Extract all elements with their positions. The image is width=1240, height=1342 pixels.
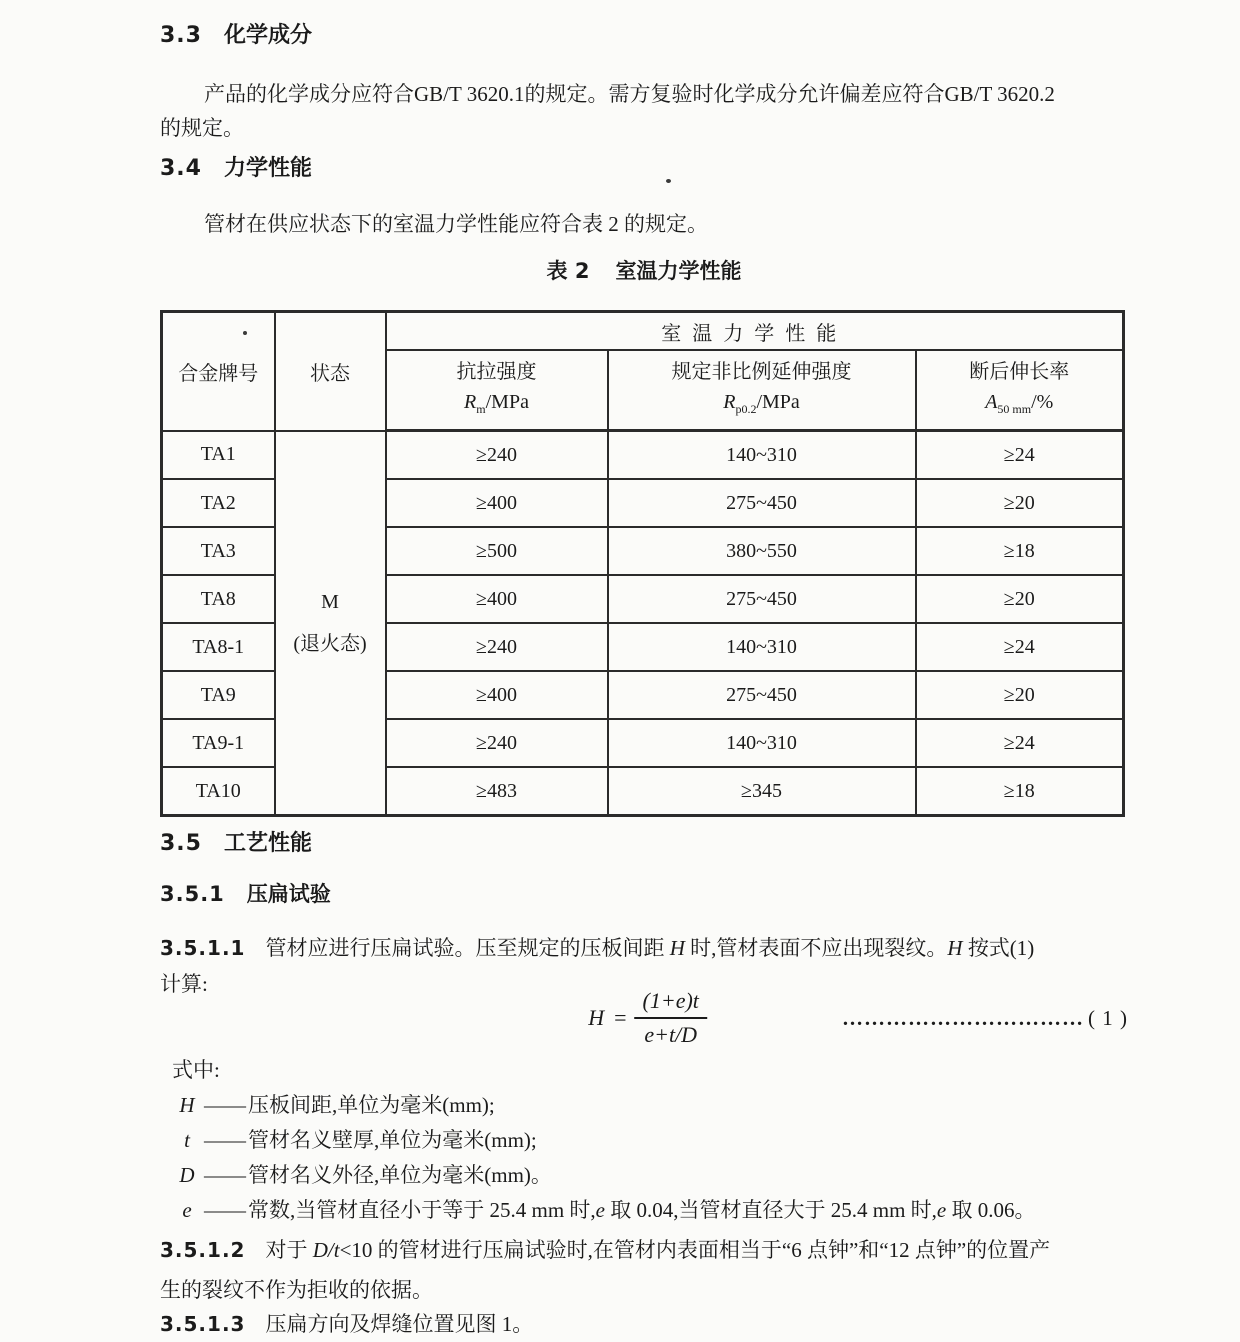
- header-cell-elong: [916, 350, 1124, 431]
- elong-cell: ≥24: [916, 623, 1124, 671]
- variable-e: e: [182, 1198, 192, 1222]
- elong-cell: ≥24: [916, 719, 1124, 767]
- header-cell-rp: [608, 350, 916, 431]
- section-number: 3.5: [160, 831, 202, 856]
- section-title: 力学性能: [223, 156, 312, 181]
- table-caption-text: 室温力学性能: [615, 259, 742, 283]
- state-cell: [275, 431, 386, 816]
- alloy-cell: TA1: [162, 431, 275, 480]
- section-heading-3-4: [160, 155, 312, 183]
- rm-cell: ≥400: [386, 671, 608, 719]
- alloy-cell: TA8-1: [162, 623, 275, 671]
- table-caption: [160, 255, 1128, 285]
- header-elong-symbol: $A_{50 mm}/\%$: [985, 390, 1054, 416]
- variable-D-over-t: D/t: [312, 1238, 340, 1262]
- equation-number: ( 1 ): [1088, 1006, 1128, 1030]
- variable-t: t: [184, 1128, 190, 1152]
- fraction-denominator: e+t/D: [644, 1022, 698, 1047]
- elong-cell: ≥20: [916, 671, 1124, 719]
- alloy-cell: TA2: [162, 479, 275, 527]
- rm-cell: ≥240: [386, 623, 608, 671]
- fraction-numerator: (1+e)t: [635, 988, 707, 1019]
- mechanical-properties-table: [160, 310, 1125, 817]
- equation-dots-and-number: [842, 1006, 1128, 1031]
- table-header-row-1: [162, 312, 1124, 351]
- header-rm-name: 抗拉强度: [456, 360, 537, 383]
- rp-cell: 380~550: [608, 527, 916, 575]
- scan-speck: [243, 331, 247, 335]
- scan-speck: [666, 179, 671, 183]
- paragraph-3-5-1-2-line1: 3.5.1.2 对于 D/t<10 的管材进行压扁试验时,在管材内表面相当于“6 点钟”和“12 点钟”的位置产: [160, 1238, 1051, 1262]
- paragraph-3-5-1-1-line1: 3.5.1.1 管材应进行压扁试验。压至规定的压板间距 H 时,管材表面不应出现裂纹。H 按式(1): [160, 936, 1035, 960]
- rp-cell: ≥345: [608, 767, 916, 816]
- table-row: [162, 431, 1124, 480]
- alloy-cell: TA3: [162, 527, 275, 575]
- variable-e: e: [936, 1198, 947, 1222]
- rm-cell: ≥483: [386, 767, 608, 816]
- section-heading-3-5-1: [160, 880, 331, 908]
- alloy-cell: TA10: [162, 767, 275, 816]
- elong-cell: ≥24: [916, 431, 1124, 480]
- dot-leader: ……………………………: [842, 1006, 1084, 1030]
- section-number: 3.5.1: [160, 882, 225, 906]
- header-rm-symbol: $R_m$/MPa: [464, 390, 529, 416]
- paragraph-3-5-1-2-line2: 生的裂纹不作为拒收的依据。: [160, 1278, 433, 1302]
- state-code: M: [321, 590, 339, 613]
- section-heading-3-3: [160, 22, 312, 50]
- equation-expression: H = $\frac{(1+e)t}{e+t/D}$: [588, 988, 707, 1048]
- section-heading-3-5: [160, 830, 312, 858]
- equation-1: [160, 988, 1128, 1058]
- header-rp-symbol: $R_{p0.2}$/MPa: [723, 390, 800, 416]
- rp-cell: 275~450: [608, 575, 916, 623]
- header-cell-state: 状态: [275, 312, 386, 431]
- paragraph-3-3-line2: 的规定。: [160, 116, 244, 140]
- variable-e: e: [595, 1198, 605, 1222]
- rp-cell: 275~450: [608, 671, 916, 719]
- equation-lhs: H: [588, 1005, 605, 1030]
- header-elong-name: 断后伸长率: [969, 360, 1070, 383]
- table-caption-label: 表 2: [546, 259, 590, 283]
- alloy-cell: TA9-1: [162, 719, 275, 767]
- rm-cell: ≥500: [386, 527, 608, 575]
- clause-number: 3.5.1.2: [160, 1238, 246, 1262]
- elong-cell: ≥18: [916, 767, 1124, 816]
- paragraph-3-4: 管材在供应状态下的室温力学性能应符合表 2 的规定。: [204, 212, 708, 236]
- rm-cell: ≥400: [386, 575, 608, 623]
- header-cell-group: 室温力学性能: [386, 312, 1124, 351]
- header-cell-alloy: 合金牌号: [162, 312, 275, 431]
- variable-H: H: [669, 936, 685, 960]
- rp-cell: 275~450: [608, 479, 916, 527]
- section-number: 3.4: [160, 156, 202, 181]
- header-rp-name: 规定非比例延伸强度: [671, 360, 852, 383]
- clause-number: 3.5.1.3: [160, 1312, 246, 1336]
- rm-cell: ≥240: [386, 719, 608, 767]
- variable-H: H: [947, 936, 963, 960]
- rm-cell: ≥400: [386, 479, 608, 527]
- section-number: 3.3: [160, 23, 202, 48]
- variable-H: H: [179, 1093, 195, 1117]
- elong-cell: ≥20: [916, 575, 1124, 623]
- section-title: 压扁试验: [246, 882, 331, 906]
- where-clause: 式中:: [172, 1058, 220, 1082]
- paragraph-3-3-line1: 产品的化学成分应符合GB/T 3620.1的规定。需方复验时化学成分允许偏差应符合GB/T 3620.2: [204, 82, 1055, 106]
- alloy-cell: TA8: [162, 575, 275, 623]
- rp-cell: 140~310: [608, 431, 916, 480]
- section-title: 工艺性能: [223, 831, 312, 856]
- section-title: 化学成分: [223, 23, 312, 48]
- definition-D: D ——管材名义外径,单位为毫米(mm)。: [160, 1158, 552, 1192]
- state-note: (退火态): [293, 632, 367, 655]
- paragraph-3-5-1-3: 3.5.1.3 压扁方向及焊缝位置见图 1。: [160, 1312, 534, 1336]
- paragraph-3-5-1-1-line2: 计算:: [160, 972, 208, 996]
- alloy-cell: TA9: [162, 671, 275, 719]
- rm-cell: ≥240: [386, 431, 608, 480]
- definition-e: e ——常数,当管材直径小于等于 25.4 mm 时,e 取 0.04,当管材直径大于 25.4 mm 时,e 取 0.06。: [160, 1193, 1036, 1227]
- fraction: [635, 988, 707, 1048]
- definition-H: H ——压板间距,单位为毫米(mm);: [160, 1088, 495, 1122]
- rp-cell: 140~310: [608, 623, 916, 671]
- rp-cell: 140~310: [608, 719, 916, 767]
- variable-D: D: [179, 1163, 195, 1187]
- elong-cell: ≥20: [916, 479, 1124, 527]
- definition-t: t ——管材名义壁厚,单位为毫米(mm);: [160, 1123, 537, 1157]
- clause-number: 3.5.1.1: [160, 936, 246, 960]
- header-cell-rm: [386, 350, 608, 431]
- elong-cell: ≥18: [916, 527, 1124, 575]
